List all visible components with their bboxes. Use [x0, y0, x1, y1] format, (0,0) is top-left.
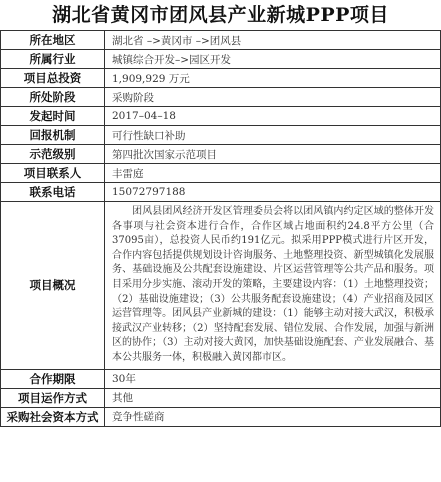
table-row [1, 88, 441, 107]
table-row [1, 202, 441, 370]
row-value-demo-level: 第四批次国家示范项目 [105, 145, 441, 164]
row-label-industry: 所属行业 [1, 50, 105, 69]
row-label-return-mechanism: 回报机制 [1, 126, 105, 145]
row-label-start-date: 发起时间 [1, 107, 105, 126]
row-value-stage: 采购阶段 [105, 88, 441, 107]
table-row [1, 164, 441, 183]
row-label-stage: 所处阶段 [1, 88, 105, 107]
row-label-total-investment: 项目总投资 [1, 69, 105, 88]
row-label-region: 所在地区 [1, 31, 105, 50]
project-info-table [0, 30, 441, 427]
row-label-operation-mode: 项目运作方式 [1, 388, 105, 407]
table-row [1, 369, 441, 388]
row-label-procurement-method: 采购社会资本方式 [1, 407, 105, 426]
row-value-phone: 15072797188 [105, 183, 441, 202]
row-value-operation-mode: 其他 [105, 388, 441, 407]
table-row [1, 126, 441, 145]
table-row [1, 183, 441, 202]
table-row [1, 388, 441, 407]
row-value-return-mechanism: 可行性缺口补助 [105, 126, 441, 145]
table-row [1, 31, 441, 50]
row-label-phone: 联系电话 [1, 183, 105, 202]
row-value-contact: 丰雷庭 [105, 164, 441, 183]
row-value-procurement-method: 竞争性磋商 [105, 407, 441, 426]
row-value-industry: 城镇综合开发–>园区开发 [105, 50, 441, 69]
row-label-overview: 项目概况 [1, 202, 105, 370]
row-value-overview: 团风县团风经济开发区管理委员会将以团风镇内约定区域的整体开发各事项与社会资本进行合作，合作区域占地面积约24.8平方公里（合37095亩），总投资人民币约191亿元。拟采用PPP模式进行片区开发，合作内容包括提供规划设计咨询服务、土地整理投资、新型城镇化发展服务、基础设施及公共配套设施建设、片区运营管理等公共产品和服务。项目采用分步实施、滚动开发的策略，主要建设内容：（1）土地整理投资；（2）基础设施建设；（3）公共服务配套设施建设；（4）产业招商及园区运营管理等。团风县产业新城的建设：（1）能够主动对接大武汉，积极承接武汉产业转移；（2）坚持配套发展、错位发展、合作发展，加强与新洲区的协作；（3）主动对接大黄冈，加快基础设施配套、产业发展融合、基本公共服务一体，积极融入黄冈都市区。 [105, 202, 441, 370]
table-row [1, 145, 441, 164]
table-row [1, 107, 441, 126]
table-row [1, 50, 441, 69]
row-label-demo-level: 示范级别 [1, 145, 105, 164]
row-value-total-investment: 1,909,929 万元 [105, 69, 441, 88]
row-value-term: 30年 [105, 369, 441, 388]
row-value-start-date: 2017–04–18 [105, 107, 441, 126]
row-label-term: 合作期限 [1, 369, 105, 388]
row-value-region: 湖北省 –>黄冈市 –>团风县 [105, 31, 441, 50]
row-label-contact: 项目联系人 [1, 164, 105, 183]
page-title: 湖北省黄冈市团风县产业新城PPP项目 [0, 0, 441, 31]
table-row [1, 407, 441, 426]
table-row [1, 69, 441, 88]
